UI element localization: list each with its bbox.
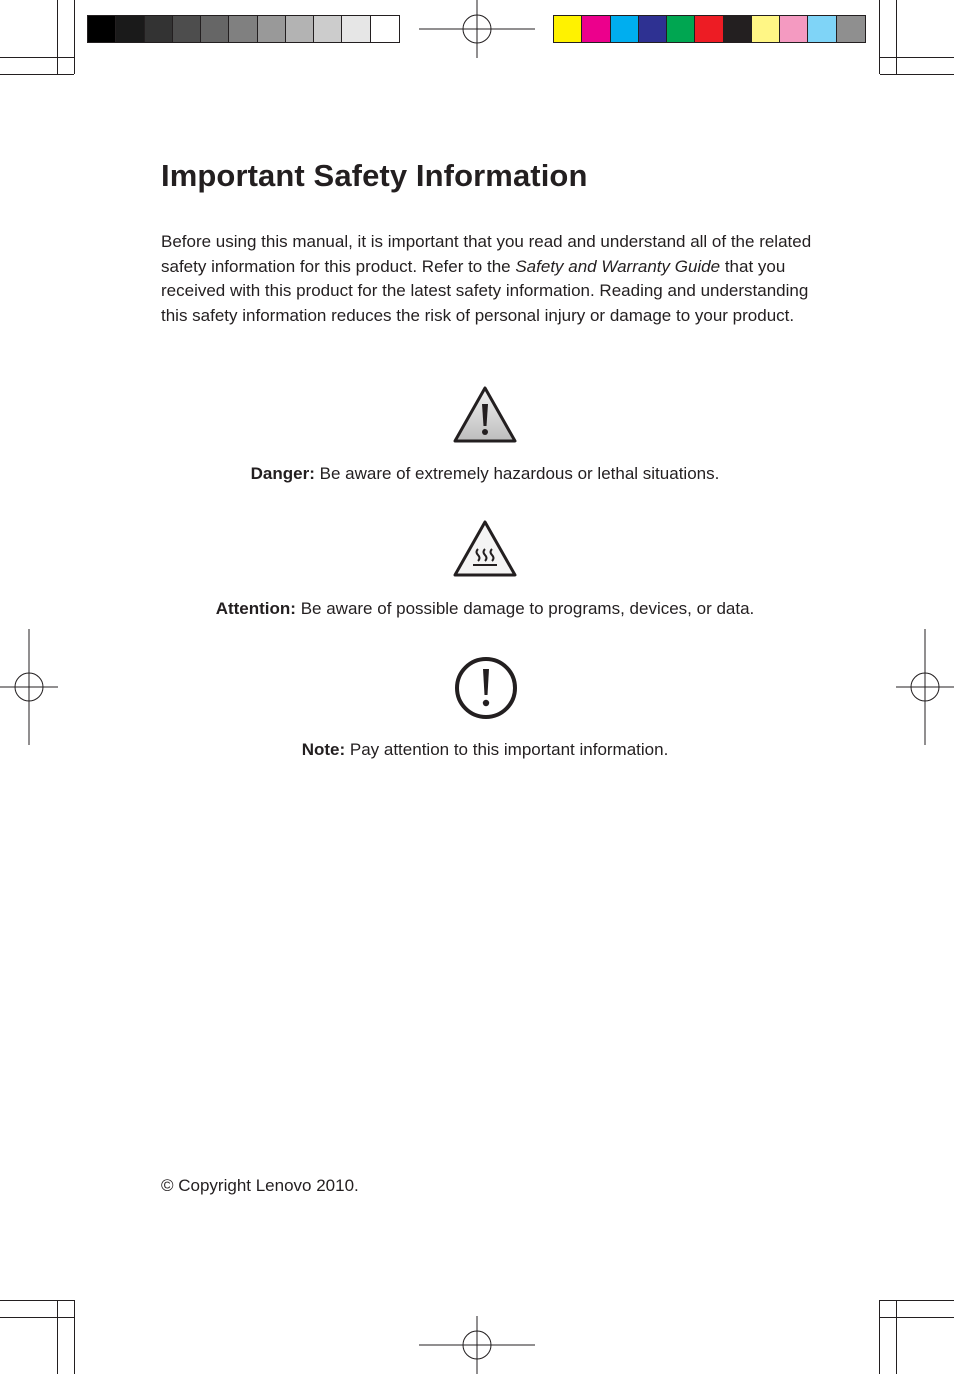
intro-paragraph (161, 230, 821, 328)
gray-swatch (371, 16, 399, 42)
danger-label: Danger: (250, 464, 315, 483)
note-notice (100, 740, 870, 760)
danger-text: Be aware of extremely hazardous or lethal situations. (314, 464, 720, 483)
gray-swatch (229, 16, 257, 42)
gray-swatch (116, 16, 144, 42)
gray-swatch (173, 16, 201, 42)
color-swatch (611, 16, 639, 42)
attention-notice (100, 599, 870, 619)
color-swatch (752, 16, 780, 42)
gray-swatch (88, 16, 116, 42)
color-swatch (582, 16, 610, 42)
gray-swatch (314, 16, 342, 42)
note-label: Note: (301, 740, 346, 759)
danger-notice (100, 464, 870, 484)
registration-mark-left-icon (0, 629, 58, 745)
intro-text-part2: that you received with this product for the latest safety information. Reading and understanding this safety information reduces the risk of personal injury or damage to your product. (161, 256, 809, 325)
intro-text-part1: Before using this manual, it is important that you read and understand all of the related safety information for this product. Refer to the (161, 232, 812, 276)
guide-name: Safety and Warranty Guide (515, 256, 721, 276)
color-swatch (667, 16, 695, 42)
color-swatch (724, 16, 752, 42)
color-swatch (554, 16, 582, 42)
gray-swatch (201, 16, 229, 42)
note-text: Pay attention to this important information. (345, 740, 669, 759)
grayscale-calibration-bar (87, 15, 400, 43)
gray-swatch (258, 16, 286, 42)
exclamation-circle-icon (454, 656, 518, 720)
gray-swatch (342, 16, 370, 42)
color-swatch (695, 16, 723, 42)
color-swatch (808, 16, 836, 42)
attention-text: Be aware of possible damage to programs, devices, or data. (295, 599, 755, 618)
danger-warning-triangle-icon (453, 386, 517, 444)
copyright-notice: © Copyright Lenovo 2010. (161, 1176, 359, 1195)
color-swatch (639, 16, 667, 42)
color-swatch (837, 16, 865, 42)
color-calibration-bar (553, 15, 866, 43)
hot-surface-triangle-icon (453, 520, 517, 578)
registration-mark-top-icon (419, 0, 535, 58)
registration-mark-right-icon (896, 629, 954, 745)
attention-label: Attention: (215, 599, 296, 618)
gray-swatch (145, 16, 173, 42)
page-title: Important Safety Information (161, 158, 588, 193)
color-swatch (780, 16, 808, 42)
gray-swatch (286, 16, 314, 42)
registration-mark-bottom-icon (419, 1316, 535, 1374)
